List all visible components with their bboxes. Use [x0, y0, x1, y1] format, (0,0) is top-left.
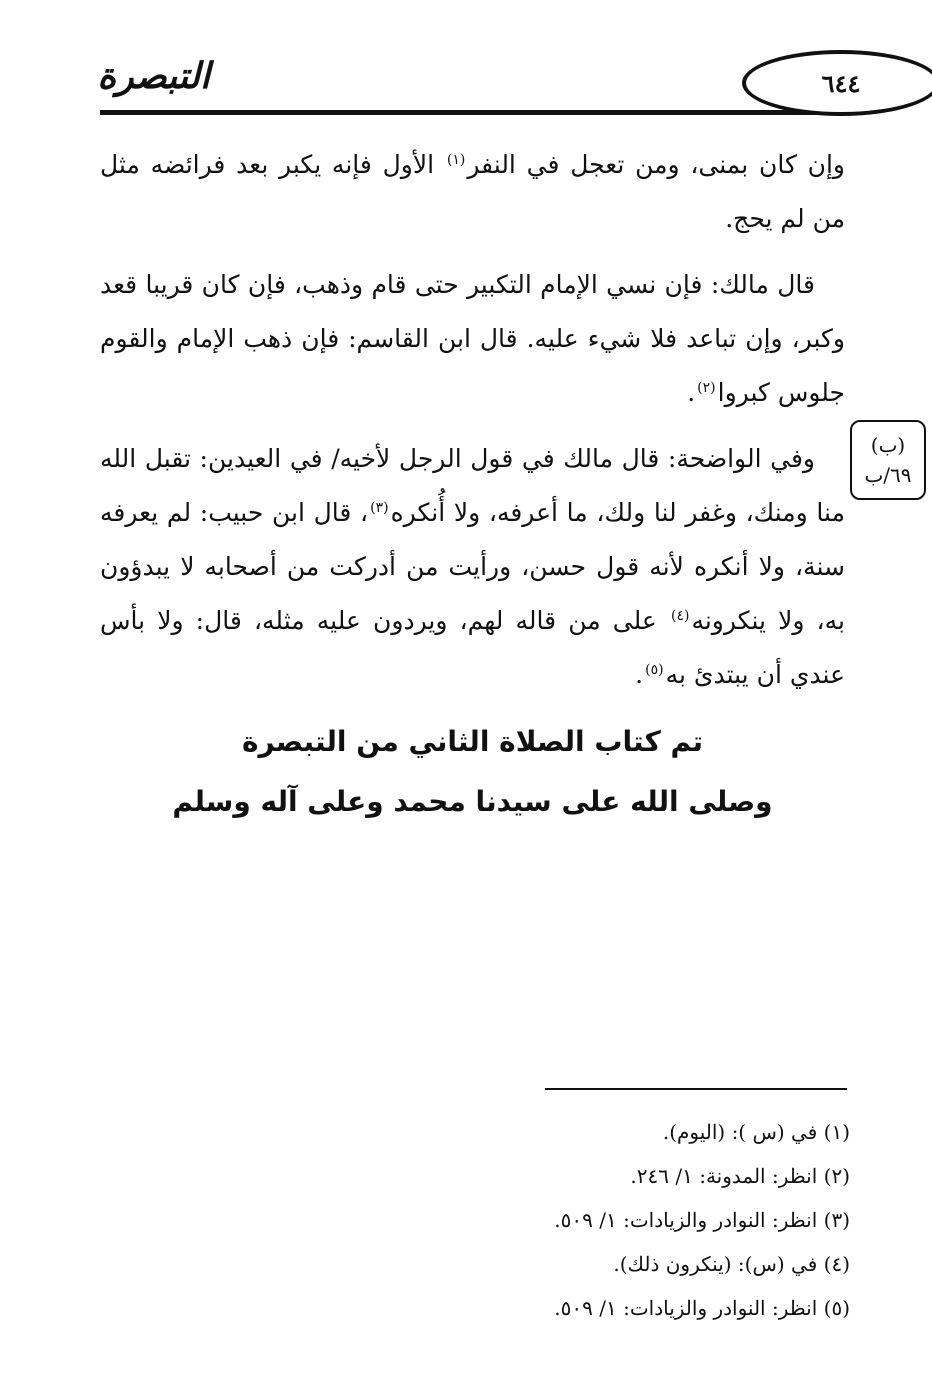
paragraph-3-text-c: على من قاله لهم، ويردون عليه مثله، قال: ولا بأس عندي أن يبتدئ به: [100, 606, 845, 689]
paragraph-1-text-b: الأول فإنه يكبر بعد فرائضه مثل من لم يحج.: [100, 150, 845, 233]
folio-marker-line-1: (ب): [870, 433, 906, 457]
footnote-ref-5[interactable]: (٥): [645, 661, 664, 678]
paragraph-2-text-b: .: [687, 378, 696, 407]
paragraph-1-text-a: وإن كان بمنى، ومن تعجل في النفر: [467, 150, 845, 179]
footnote-ref-3[interactable]: (٣): [370, 499, 389, 516]
paragraph-2-text-a: قال مالك: فإن نسي الإمام التكبير حتى قام وذهب، فإن كان قريبا قعد وكبر، وإن تباعد فلا شيء عليه. قال ابن القاسم: فإن ذهب الإمام والقوم جلوس كبروا: [100, 270, 845, 407]
page-number: ٦٤٤: [742, 50, 932, 116]
manuscript-folio-marker: [850, 420, 926, 500]
paragraph-3-text-a: وفي الواضحة: قال مالك في قول الرجل لأخيه/ في العيدين: تقبل الله منا ومنك، وغفر لنا ولك، ما أعرفه، ولا أُنكره: [100, 444, 845, 527]
running-head-book-title: التبصرة: [97, 55, 210, 97]
paragraph-3-text-d: .: [635, 660, 644, 689]
folio-marker-line-2: ٦٩/ب: [864, 463, 912, 487]
paragraph-3: [100, 432, 845, 702]
closing-line-1: تم كتاب الصلاة الثاني من التبصرة: [241, 725, 703, 758]
footnote-4: (٤) في (س): (ينكرون ذلك).: [613, 1252, 850, 1276]
footnote-2: (٢) انظر: المدونة: ١/ ٢٤٦.: [630, 1164, 850, 1188]
footnote-1: (١) في (س ): (اليوم).: [662, 1120, 850, 1144]
header-rule: [100, 110, 848, 115]
footnote-5: (٥) انظر: النوادر والزيادات: ١/ ٥٠٩.: [554, 1296, 850, 1320]
closing-line-2: وصلى الله على سيدنا محمد وعلى آله وسلم: [172, 785, 773, 818]
chapter-closing: [100, 712, 845, 832]
footnote-separator: [545, 1088, 847, 1090]
paragraph-2: [100, 258, 845, 420]
footnote-3: (٣) انظر: النوادر والزيادات: ١/ ٥٠٩.: [554, 1208, 850, 1232]
footnotes: [380, 1110, 850, 1330]
footnote-ref-2[interactable]: (٢): [697, 379, 716, 396]
footnote-ref-4[interactable]: (٤): [670, 607, 690, 624]
paragraph-3-text-b: ، قال ابن حبيب: لم يعرفه سنة، ولا أنكره لأنه قول حسن، ورأيت من أدركت من أصحابه لا يبدؤون به، ولا ينكرونه: [100, 498, 845, 635]
page-header: [97, 40, 861, 120]
main-text: [100, 138, 845, 714]
footnote-ref-1[interactable]: (١): [446, 151, 466, 168]
paragraph-1: [100, 138, 845, 246]
